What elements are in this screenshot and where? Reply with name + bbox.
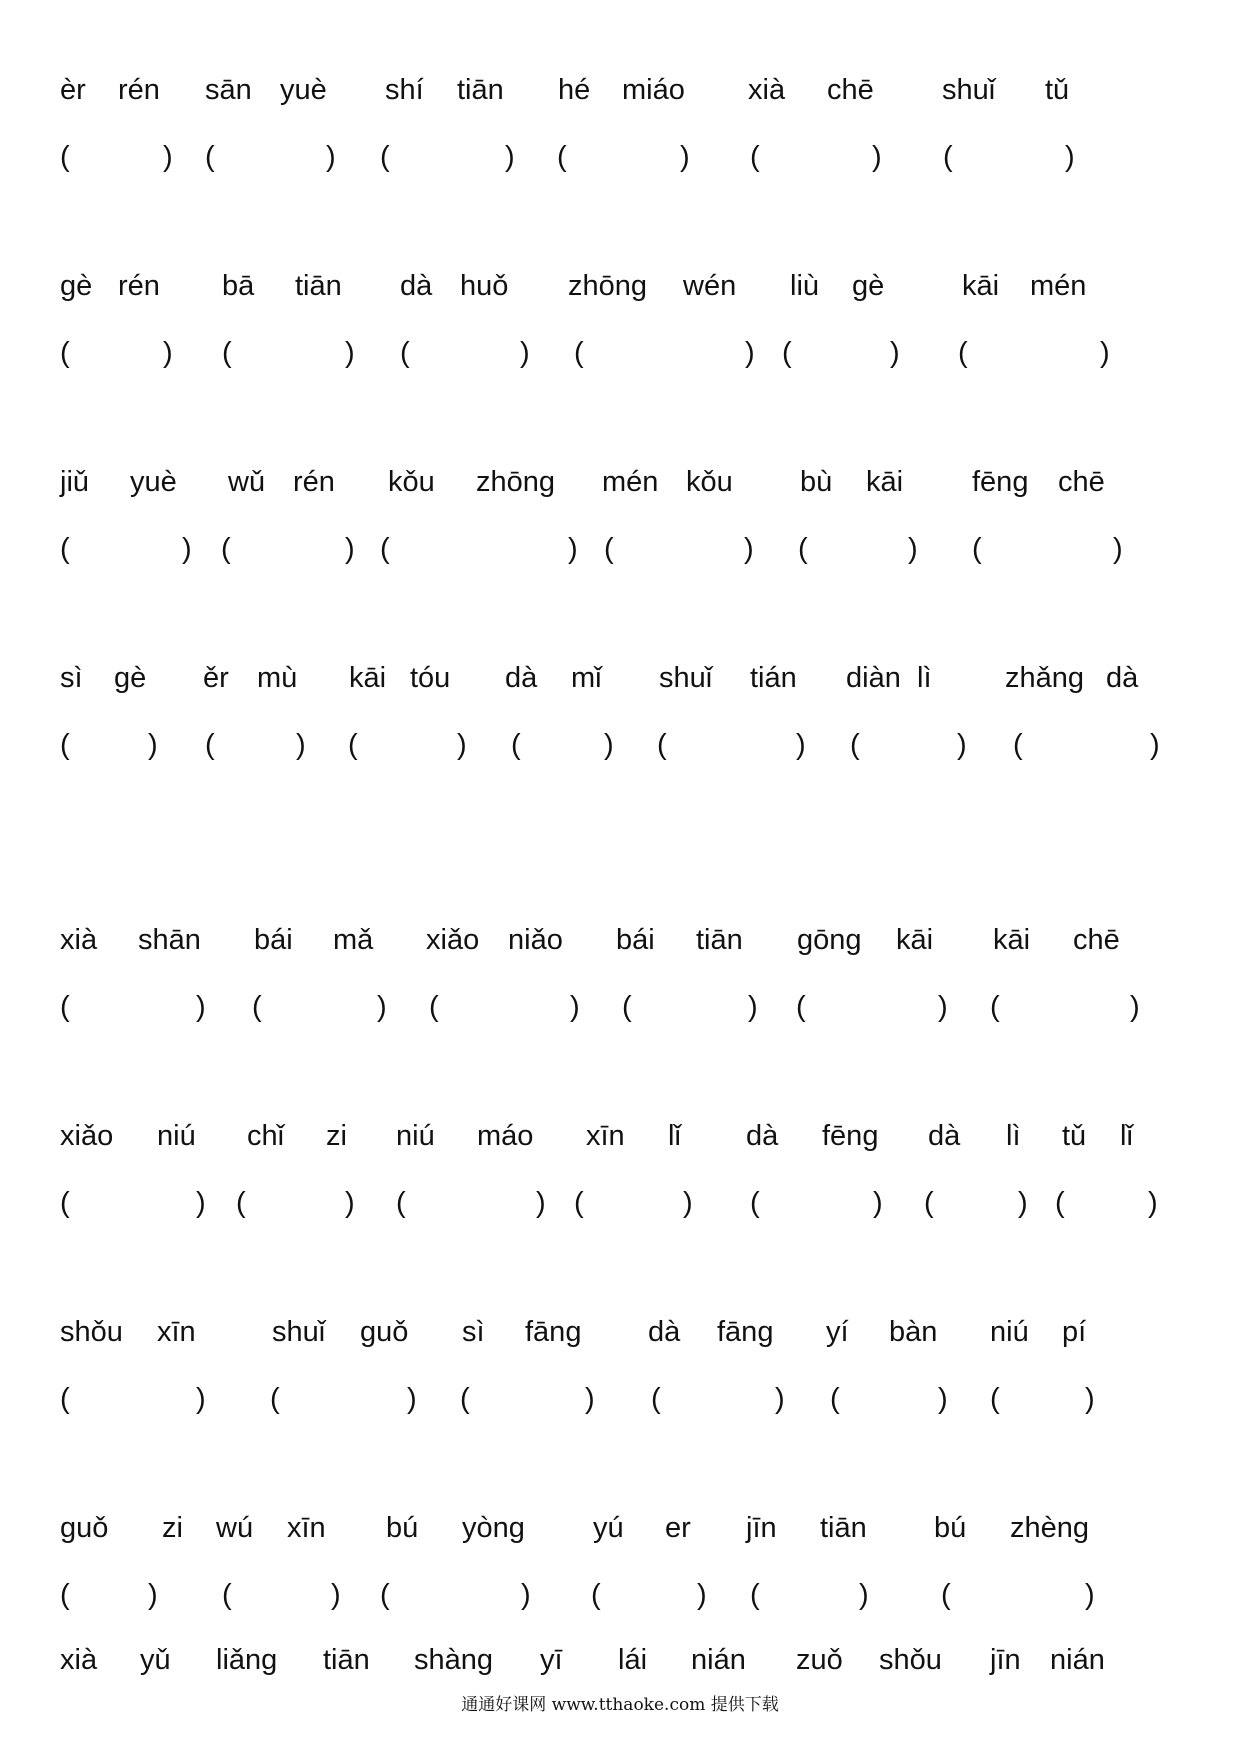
pinyin-syllable: hé <box>558 74 591 106</box>
pinyin-syllable: shǒu <box>60 1316 123 1348</box>
pinyin-syllable: shān <box>138 924 201 956</box>
answer-blank-close[interactable]: ) <box>604 729 614 761</box>
answer-blank-open[interactable]: ( <box>60 533 70 565</box>
answer-blank-close[interactable]: ) <box>1150 729 1160 761</box>
answer-blank-close[interactable]: ) <box>331 1579 341 1611</box>
pinyin-syllable: gè <box>852 270 885 302</box>
pinyin-syllable: nián <box>1050 1644 1105 1676</box>
answer-blank-open[interactable]: ( <box>1013 729 1023 761</box>
answer-blank-close[interactable]: ) <box>775 1383 785 1415</box>
answer-blank-close[interactable]: ) <box>148 729 158 761</box>
answer-blank-open[interactable]: ( <box>60 1187 70 1219</box>
answer-blank-close[interactable]: ) <box>859 1579 869 1611</box>
answer-blank-open[interactable]: ( <box>943 141 953 173</box>
pinyin-syllable: shuǐ <box>659 662 713 694</box>
pinyin-line <box>0 1646 1240 1696</box>
bracket-line <box>0 993 1240 1043</box>
answer-blank-close[interactable]: ) <box>957 729 967 761</box>
pinyin-syllable: lì <box>1006 1120 1021 1152</box>
answer-blank-open[interactable]: ( <box>60 337 70 369</box>
answer-blank-close[interactable]: ) <box>196 991 206 1023</box>
pinyin-syllable: dà <box>746 1120 779 1152</box>
pinyin-syllable: zhǎng <box>1005 662 1085 694</box>
pinyin-syllable: chē <box>827 74 874 106</box>
answer-blank-open[interactable]: ( <box>60 991 70 1023</box>
pinyin-syllable: chē <box>1058 466 1105 498</box>
answer-blank-close[interactable]: ) <box>345 533 355 565</box>
answer-blank-open[interactable]: ( <box>396 1187 406 1219</box>
pinyin-syllable: diàn <box>846 662 901 694</box>
answer-blank-open[interactable]: ( <box>830 1383 840 1415</box>
answer-blank-open[interactable]: ( <box>1055 1187 1065 1219</box>
answer-blank-close[interactable]: ) <box>697 1579 707 1611</box>
answer-blank-close[interactable]: ) <box>521 1579 531 1611</box>
pinyin-syllable: xiǎo <box>60 1120 114 1152</box>
bracket-line <box>0 731 1240 781</box>
pinyin-syllable: dà <box>400 270 433 302</box>
pinyin-syllable: guǒ <box>60 1512 109 1544</box>
pinyin-syllable: mǐ <box>571 662 602 694</box>
pinyin-syllable: xià <box>60 1644 98 1676</box>
pinyin-syllable: kāi <box>866 466 904 498</box>
pinyin-syllable: rén <box>118 74 160 106</box>
answer-blank-close[interactable]: ) <box>938 1383 948 1415</box>
pinyin-syllable: tiān <box>323 1644 370 1676</box>
answer-blank-open[interactable]: ( <box>205 729 215 761</box>
bracket-line <box>0 339 1240 389</box>
pinyin-syllable: chē <box>1073 924 1120 956</box>
pinyin-syllable: pí <box>1062 1316 1087 1348</box>
pinyin-line <box>0 272 1240 322</box>
answer-blank-open[interactable]: ( <box>429 991 439 1023</box>
pinyin-syllable: xià <box>60 924 98 956</box>
pinyin-syllable: tǔ <box>1062 1120 1087 1152</box>
pinyin-syllable: shǒu <box>879 1644 942 1676</box>
answer-blank-open[interactable]: ( <box>236 1187 246 1219</box>
answer-blank-close[interactable]: ) <box>457 729 467 761</box>
pinyin-syllable: shuǐ <box>272 1316 326 1348</box>
pinyin-syllable: niú <box>157 1120 196 1152</box>
answer-blank-open[interactable]: ( <box>574 337 584 369</box>
answer-blank-open[interactable]: ( <box>850 729 860 761</box>
answer-blank-open[interactable]: ( <box>348 729 358 761</box>
answer-blank-close[interactable]: ) <box>1065 141 1075 173</box>
pinyin-syllable: yǔ <box>140 1644 171 1676</box>
pinyin-syllable: lǐ <box>1120 1120 1133 1152</box>
answer-blank-open[interactable]: ( <box>591 1579 601 1611</box>
pinyin-syllable: nián <box>691 1644 746 1676</box>
answer-blank-open[interactable]: ( <box>622 991 632 1023</box>
answer-blank-open[interactable]: ( <box>222 1579 232 1611</box>
answer-blank-open[interactable]: ( <box>270 1383 280 1415</box>
answer-blank-close[interactable]: ) <box>536 1187 546 1219</box>
pinyin-syllable: zuǒ <box>796 1644 843 1676</box>
pinyin-syllable: tiān <box>820 1512 867 1544</box>
pinyin-syllable: mǎ <box>333 924 374 956</box>
answer-blank-open[interactable]: ( <box>380 533 390 565</box>
pinyin-syllable: yí <box>826 1316 849 1348</box>
pinyin-syllable: xiǎo <box>426 924 480 956</box>
bracket-line <box>0 1189 1240 1239</box>
answer-blank-open[interactable]: ( <box>958 337 968 369</box>
pinyin-syllable: kǒu <box>686 466 733 498</box>
pinyin-syllable: guǒ <box>360 1316 409 1348</box>
answer-blank-close[interactable]: ) <box>908 533 918 565</box>
pinyin-syllable: bú <box>386 1512 419 1544</box>
answer-blank-open[interactable]: ( <box>990 991 1000 1023</box>
answer-blank-open[interactable]: ( <box>60 1579 70 1611</box>
pinyin-line <box>0 1122 1240 1172</box>
pinyin-syllable: tiān <box>696 924 743 956</box>
answer-blank-close[interactable]: ) <box>1085 1383 1095 1415</box>
pinyin-syllable: xīn <box>586 1120 625 1152</box>
pinyin-syllable: sì <box>60 662 83 694</box>
answer-blank-close[interactable]: ) <box>182 533 192 565</box>
answer-blank-close[interactable]: ) <box>163 141 173 173</box>
answer-blank-open[interactable]: ( <box>604 533 614 565</box>
answer-blank-close[interactable]: ) <box>163 337 173 369</box>
pinyin-syllable: bàn <box>889 1316 938 1348</box>
pinyin-syllable: shàng <box>414 1644 494 1676</box>
answer-blank-close[interactable]: ) <box>345 1187 355 1219</box>
pinyin-syllable: chǐ <box>247 1120 285 1152</box>
answer-blank-open[interactable]: ( <box>511 729 521 761</box>
pinyin-syllable: er <box>665 1512 691 1544</box>
answer-blank-open[interactable]: ( <box>557 141 567 173</box>
pinyin-syllable: niú <box>990 1316 1029 1348</box>
pinyin-syllable: xīn <box>157 1316 196 1348</box>
answer-blank-close[interactable]: ) <box>938 991 948 1023</box>
answer-blank-open[interactable]: ( <box>460 1383 470 1415</box>
answer-blank-open[interactable]: ( <box>380 1579 390 1611</box>
answer-blank-open[interactable]: ( <box>796 991 806 1023</box>
answer-blank-close[interactable]: ) <box>570 991 580 1023</box>
pinyin-syllable: yuè <box>280 74 327 106</box>
answer-blank-close[interactable]: ) <box>1018 1187 1028 1219</box>
answer-blank-open[interactable]: ( <box>252 991 262 1023</box>
pinyin-syllable: tiān <box>457 74 504 106</box>
answer-blank-close[interactable]: ) <box>873 1187 883 1219</box>
answer-blank-close[interactable]: ) <box>1085 1579 1095 1611</box>
answer-blank-close[interactable]: ) <box>745 337 755 369</box>
pinyin-syllable: fāng <box>717 1316 774 1348</box>
pinyin-syllable: kāi <box>896 924 934 956</box>
answer-blank-open[interactable]: ( <box>380 141 390 173</box>
answer-blank-close[interactable]: ) <box>345 337 355 369</box>
pinyin-line <box>0 76 1240 126</box>
answer-blank-close[interactable]: ) <box>796 729 806 761</box>
pinyin-syllable: mén <box>602 466 659 498</box>
answer-blank-close[interactable]: ) <box>744 533 754 565</box>
pinyin-line <box>0 926 1240 976</box>
pinyin-syllable: kāi <box>993 924 1031 956</box>
pinyin-syllable: máo <box>477 1120 534 1152</box>
answer-blank-close[interactable]: ) <box>890 337 900 369</box>
answer-blank-open[interactable]: ( <box>972 533 982 565</box>
pinyin-syllable: dà <box>1106 662 1139 694</box>
pinyin-syllable: zhèng <box>1010 1512 1090 1544</box>
answer-blank-close[interactable]: ) <box>683 1187 693 1219</box>
answer-blank-close[interactable]: ) <box>196 1187 206 1219</box>
answer-blank-close[interactable]: ) <box>326 141 336 173</box>
pinyin-syllable: wú <box>216 1512 254 1544</box>
pinyin-syllable: bú <box>934 1512 967 1544</box>
pinyin-syllable: sān <box>205 74 252 106</box>
pinyin-syllable: mén <box>1030 270 1087 302</box>
pinyin-syllable: bái <box>254 924 293 956</box>
pinyin-line <box>0 664 1240 714</box>
pinyin-syllable: bā <box>222 270 255 302</box>
answer-blank-open[interactable]: ( <box>924 1187 934 1219</box>
pinyin-syllable: lǐ <box>668 1120 681 1152</box>
pinyin-syllable: jiǔ <box>60 466 90 498</box>
pinyin-syllable: wén <box>683 270 737 302</box>
pinyin-syllable: yuè <box>130 466 177 498</box>
bracket-line <box>0 535 1240 585</box>
pinyin-syllable: kǒu <box>388 466 435 498</box>
pinyin-syllable: xīn <box>287 1512 326 1544</box>
answer-blank-close[interactable]: ) <box>748 991 758 1023</box>
pinyin-syllable: kāi <box>962 270 1000 302</box>
pinyin-syllable: zhōng <box>476 466 556 498</box>
pinyin-syllable: shí <box>385 74 424 106</box>
answer-blank-open[interactable]: ( <box>205 141 215 173</box>
pinyin-syllable: gè <box>60 270 93 302</box>
answer-blank-close[interactable]: ) <box>1130 991 1140 1023</box>
answer-blank-close[interactable]: ) <box>1148 1187 1158 1219</box>
pinyin-syllable: fēng <box>972 466 1029 498</box>
answer-blank-open[interactable]: ( <box>221 533 231 565</box>
answer-blank-close[interactable]: ) <box>872 141 882 173</box>
pinyin-syllable: bù <box>800 466 833 498</box>
answer-blank-open[interactable]: ( <box>990 1383 1000 1415</box>
pinyin-syllable: lái <box>618 1644 648 1676</box>
bracket-line <box>0 1385 1240 1435</box>
pinyin-syllable: sì <box>462 1316 485 1348</box>
pinyin-syllable: niǎo <box>508 924 563 956</box>
pinyin-syllable: yú <box>593 1512 624 1544</box>
answer-blank-close[interactable]: ) <box>196 1383 206 1415</box>
answer-blank-open[interactable]: ( <box>60 1383 70 1415</box>
pinyin-syllable: fāng <box>525 1316 582 1348</box>
pinyin-syllable: rén <box>118 270 160 302</box>
answer-blank-open[interactable]: ( <box>222 337 232 369</box>
answer-blank-close[interactable]: ) <box>505 141 515 173</box>
answer-blank-close[interactable]: ) <box>585 1383 595 1415</box>
pinyin-syllable: zhōng <box>568 270 648 302</box>
answer-blank-open[interactable]: ( <box>60 141 70 173</box>
answer-blank-open[interactable]: ( <box>60 729 70 761</box>
pinyin-syllable: tián <box>750 662 797 694</box>
answer-blank-open[interactable]: ( <box>750 1579 760 1611</box>
answer-blank-close[interactable]: ) <box>377 991 387 1023</box>
answer-blank-close[interactable]: ) <box>296 729 306 761</box>
answer-blank-close[interactable]: ) <box>1113 533 1123 565</box>
answer-blank-close[interactable]: ) <box>520 337 530 369</box>
pinyin-syllable: dà <box>505 662 538 694</box>
pinyin-syllable: èr <box>60 74 86 106</box>
answer-blank-open[interactable]: ( <box>750 141 760 173</box>
answer-blank-open[interactable]: ( <box>651 1383 661 1415</box>
pinyin-line <box>0 1514 1240 1564</box>
footer-credit: 通通好课网 www.tthaoke.com 提供下载 <box>461 1695 779 1715</box>
pinyin-syllable: jīn <box>990 1644 1021 1676</box>
pinyin-syllable: ěr <box>203 662 229 694</box>
answer-blank-open[interactable]: ( <box>798 533 808 565</box>
pinyin-syllable: bái <box>616 924 655 956</box>
pinyin-line <box>0 468 1240 518</box>
bracket-line <box>0 1581 1240 1631</box>
pinyin-syllable: liù <box>790 270 820 302</box>
pinyin-syllable: huǒ <box>460 270 509 302</box>
pinyin-syllable: xià <box>748 74 786 106</box>
answer-blank-open[interactable]: ( <box>657 729 667 761</box>
answer-blank-close[interactable]: ) <box>407 1383 417 1415</box>
answer-blank-close[interactable]: ) <box>568 533 578 565</box>
answer-blank-open[interactable]: ( <box>750 1187 760 1219</box>
pinyin-syllable: rén <box>293 466 335 498</box>
pinyin-syllable: kāi <box>349 662 387 694</box>
pinyin-syllable: yī <box>540 1644 563 1676</box>
pinyin-syllable: lì <box>917 662 932 694</box>
pinyin-syllable: fēng <box>822 1120 879 1152</box>
pinyin-syllable: wǔ <box>228 466 266 498</box>
answer-blank-open[interactable]: ( <box>782 337 792 369</box>
answer-blank-open[interactable]: ( <box>400 337 410 369</box>
pinyin-syllable: gè <box>114 662 147 694</box>
pinyin-syllable: mù <box>257 662 298 694</box>
pinyin-syllable: yòng <box>462 1512 525 1544</box>
pinyin-syllable: niú <box>396 1120 435 1152</box>
pinyin-syllable: jīn <box>746 1512 777 1544</box>
pinyin-syllable: miáo <box>622 74 685 106</box>
pinyin-syllable: tǔ <box>1045 74 1070 106</box>
answer-blank-close[interactable]: ) <box>1100 337 1110 369</box>
pinyin-syllable: tóu <box>410 662 451 694</box>
answer-blank-open[interactable]: ( <box>941 1579 951 1611</box>
pinyin-syllable: shuǐ <box>942 74 996 106</box>
pinyin-line <box>0 1318 1240 1368</box>
pinyin-syllable: gōng <box>797 924 862 956</box>
pinyin-syllable: zi <box>326 1120 347 1152</box>
pinyin-syllable: zi <box>162 1512 183 1544</box>
bracket-line <box>0 143 1240 193</box>
pinyin-syllable: tiān <box>295 270 342 302</box>
pinyin-syllable: dà <box>928 1120 961 1152</box>
answer-blank-close[interactable]: ) <box>680 141 690 173</box>
pinyin-syllable: dà <box>648 1316 681 1348</box>
pinyin-syllable: liǎng <box>216 1644 278 1676</box>
answer-blank-open[interactable]: ( <box>574 1187 584 1219</box>
answer-blank-close[interactable]: ) <box>148 1579 158 1611</box>
